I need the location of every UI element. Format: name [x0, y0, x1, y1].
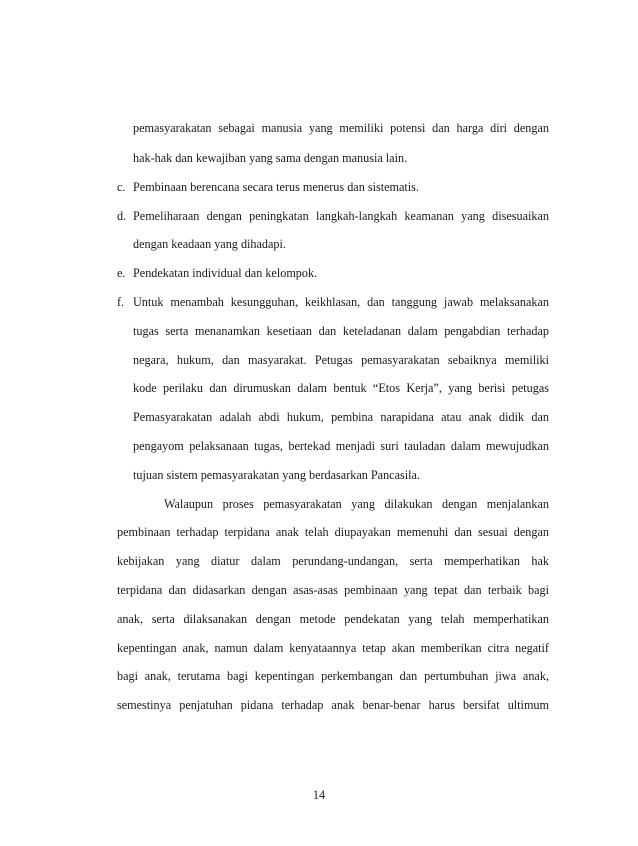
list-marker: d. [117, 209, 127, 223]
paragraph-line: pembinaan terhadap terpidana anak telah diupayakan memenuhi dan sesuai dengan [117, 525, 549, 539]
paragraph-line: Walaupun proses pemasyarakatan yang dilakukan dengan menjalankan [164, 497, 549, 511]
list-item-text: pengayom pelaksanaan tugas, bertekad menjadi suri tauladan dalam mewujudkan [133, 439, 549, 453]
list-marker: c. [117, 180, 126, 194]
list-item-text: Pemeliharaan dengan peningkatan langkah-langkah keamanan yang disesuaikan [133, 209, 549, 223]
list-item-text: negara, hukum, dan masyarakat. Petugas pemasyarakatan sebaiknya memiliki [133, 353, 549, 367]
paragraph-line: kebijakan yang diatur dalam perundang-undangan, serta memperhatikan hak [117, 554, 549, 568]
list-item-text: dengan keadaan yang dihadapi. [133, 237, 286, 251]
list-item-text: Pendekatan individual dan kelompok. [133, 266, 318, 280]
list-item-text: Pemasyarakatan adalah abdi hukum, pembina narapidana atau anak didik dan [133, 410, 549, 424]
list-item-text: Pembinaan berencana secara terus menerus dan sistematis. [133, 180, 419, 194]
list-continuation-line: hak-hak dan kewajiban yang sama dengan manusia lain. [133, 151, 408, 165]
paragraph-line: bagi anak, terutama bagi kepentingan perkembangan dan pertumbuhan jiwa anak, [117, 669, 549, 683]
list-item-text: tujuan sistem pemasyarakatan yang berdasarkan Pancasila. [133, 468, 420, 482]
list-item-text: tugas serta menanamkan kesetiaan dan keteladanan dalam pengabdian terhadap [133, 324, 549, 338]
list-item-text: kode perilaku dan dirumuskan dalam bentuk “Etos Kerja”, yang berisi petugas [133, 381, 549, 395]
paragraph-line: anak, serta dilaksanakan dengan metode pendekatan yang telah memperhatikan [117, 612, 549, 626]
paragraph-line: kepentingan anak, namun dalam kenyataannya tetap akan memberikan citra negatif [117, 641, 549, 655]
list-marker: f. [117, 295, 125, 309]
list-continuation-line: pemasyarakatan sebagai manusia yang memiliki potensi dan harga diri dengan [133, 121, 549, 135]
paragraph-line: terpidana dan didasarkan dengan asas-asas pembinaan yang tepat dan terbaik bagi [117, 583, 549, 597]
page-number: 14 [312, 788, 326, 802]
list-item-text: Untuk menambah kesungguhan, keikhlasan, dan tanggung jawab melaksanakan [133, 295, 549, 309]
list-marker: e. [117, 266, 126, 280]
paragraph-line: semestinya penjatuhan pidana terhadap anak benar-benar harus bersifat ultimum [117, 698, 549, 712]
